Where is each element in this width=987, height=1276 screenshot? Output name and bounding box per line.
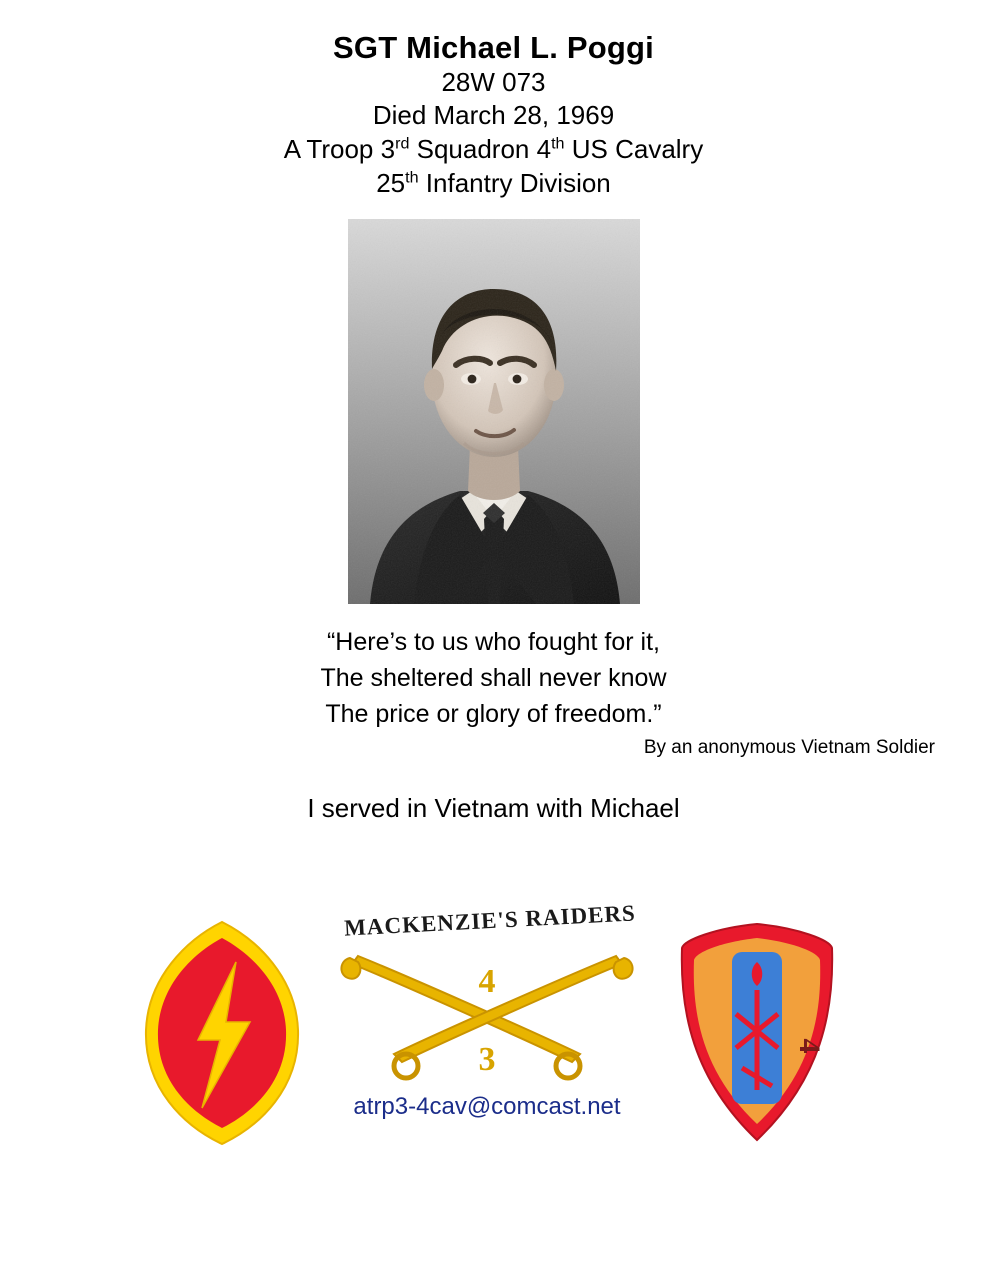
mackenzies-raiders-title: MACKENZIE'S RAIDERS xyxy=(343,900,637,941)
memorial-panel-line: 28W 073 xyxy=(441,66,546,97)
page-title: SGT Michael L. Poggi xyxy=(333,30,654,65)
crossed-sabers-icon xyxy=(322,934,652,1084)
mackenzies-raiders-emblem xyxy=(322,900,652,1121)
quote-attribution: By an anonymous Vietnam Soldier xyxy=(643,736,935,758)
contact-email[interactable]: atrp3-4cav@comcast.net xyxy=(353,1093,621,1120)
patch-25th-infantry-division xyxy=(140,918,305,1153)
served-with-note: I served in Vietnam with Michael xyxy=(307,792,680,823)
unit-line-1-post: US Cavalry xyxy=(564,134,704,165)
unit-line-1-mid: Squadron 4 xyxy=(409,134,552,165)
25th-infantry-division-icon xyxy=(140,918,305,1148)
saber-denominator: 3 xyxy=(478,1041,496,1078)
unit-line-1-sup1: rd xyxy=(395,134,410,153)
quote-block xyxy=(0,624,987,733)
patch-4th-cavalry xyxy=(672,918,842,1153)
quote-line-1: “Here’s to us who fought for it, xyxy=(326,627,661,656)
crest-number: 4 xyxy=(793,1038,826,1054)
insignia-row xyxy=(0,900,987,1190)
unit-line-2-sup: th xyxy=(405,168,419,187)
4th-cavalry-crest-icon xyxy=(672,918,842,1148)
quote-line-2: The sheltered shall never know xyxy=(320,664,667,693)
unit-line-1-pre: A Troop 3 xyxy=(283,134,396,165)
saber-numerator: 4 xyxy=(478,963,496,1000)
unit-line-1-sup2: th xyxy=(551,134,565,153)
quote-line-3: The price or glory of freedom.” xyxy=(325,700,662,729)
unit-line-1 xyxy=(0,133,987,167)
unit-line-2-post: Infantry Division xyxy=(418,168,611,199)
portrait-photo xyxy=(348,219,640,604)
header xyxy=(0,0,987,201)
portrait-illustration xyxy=(348,219,640,604)
unit-line-2-pre: 25 xyxy=(376,168,406,199)
portrait-container xyxy=(0,219,987,604)
death-date: Died March 28, 1969 xyxy=(372,100,615,131)
unit-line-2 xyxy=(0,167,987,201)
